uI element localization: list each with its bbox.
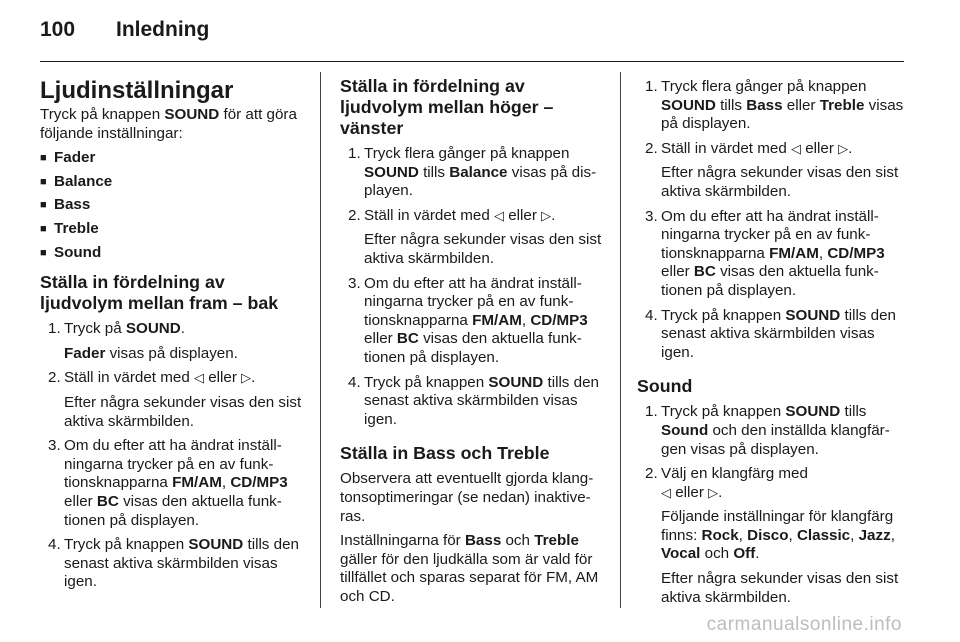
step: 2. Ställ in värdet med ◁ eller ▷. Efter några sekunder visas den sist aktiva skärmbilden. [645,139,899,200]
step: 1. Tryck på SOUND. Fader visas på displayen. [48,320,238,362]
section-title: Inledning [116,18,210,41]
column-divider [620,72,621,608]
step: 2. Ställ in värdet med ◁ eller ▷. Efter några sekunder visas den sist aktiva skärmbilden. [48,369,302,430]
bass-treble-steps [637,78,905,362]
step: 3. Om du efter att ha ändrat inställningarna trycker på en av funktionsknapparna FM/AM, CD/MP3 eller BC visas den aktuella funktionen på displayen. [348,274,588,366]
step: 3. Om du efter att ha ändrat inställningarna trycker på en av funktionsknapparna FM/AM, CD/MP3 eller BC visas den aktuella funktionen på displayen. [645,207,885,299]
list-item: ■ Fader [40,149,302,168]
step: 4. Tryck på knappen SOUND tills den senast aktiva skärmbilden visas igen. [348,373,599,428]
bass-paragraph-2: Inställningarna för Bass och Treble gäller för den ljudkälla som är vald för tillfället och sparas separat för FM, AM och CD. [340,532,599,605]
step: 1. Tryck flera gånger på knappen SOUND tills Bass eller Treble visas på displayen. [645,78,904,133]
fader-heading: Ställa in fördelning av ljudvolym mellan fram – bak [40,272,279,314]
arrow-left-icon: ◁ [194,370,204,386]
arrow-right-icon: ▷ [838,140,849,156]
intro-paragraph: Tryck på knappen SOUND för att göra följande inställningar: [40,106,297,142]
step: 4. Tryck på knappen SOUND tills den senast aktiva skärmbilden visas igen. [48,536,299,591]
bass-treble-heading: Ställa in Bass och Treble [340,443,550,464]
balance-steps [340,145,605,429]
column-left [40,72,302,598]
watermark-text: carmanualsonline.info [706,614,902,635]
arrow-left-icon: ◁ [494,207,504,223]
arrow-left-icon: ◁ [661,484,671,500]
column-right [637,72,905,613]
sound-heading: Sound [637,376,693,397]
step: 2. Välj en klangfärg med ◁ eller ▷. Följande inställningar för klangfärg finns: Rock, Disco, Classic, Jazz, Vocal och Off. Efter några sekunder visas den sist aktiva skärmbilden. [645,465,899,606]
list-item: ■ Treble [40,220,302,239]
balance-heading: Ställa in fördelning av ljudvolym mellan höger – vänster [340,76,554,138]
arrow-right-icon: ▷ [541,207,552,223]
step: 2. Ställ in värdet med ◁ eller ▷. Efter några sekunder visas den sist aktiva skärmbilden. [348,206,602,267]
sound-steps [637,403,905,607]
fader-steps [40,320,302,592]
step: 1. Tryck flera gånger på knappen SOUND tills Balance visas på displayen. [348,145,597,200]
column-divider [320,72,321,608]
page-number: 100 [40,18,76,41]
settings-list [40,149,302,262]
list-item: ■ Balance [40,173,302,192]
arrow-right-icon: ▷ [708,484,719,500]
step: 1. Tryck på knappen SOUND tills Sound och den inställda klangfärgen visas på displayen. [645,403,890,458]
header-rule [40,61,904,62]
list-item: ■ Sound [40,244,302,263]
bass-paragraph-1: Observera att eventuellt gjorda klangtonsoptimeringar (se nedan) inaktiveras. [340,470,594,525]
column-middle [340,72,605,612]
list-item: ■ Bass [40,196,302,215]
step: 3. Om du efter att ha ändrat inställningarna trycker på en av funktionsknapparna FM/AM, CD/MP3 eller BC visas den aktuella funktionen på displayen. [48,437,288,529]
arrow-right-icon: ▷ [241,370,252,386]
arrow-left-icon: ◁ [791,140,801,156]
page-title: Ljudinställningar [40,77,234,104]
step: 4. Tryck på knappen SOUND tills den senast aktiva skärmbilden visas igen. [645,306,896,361]
